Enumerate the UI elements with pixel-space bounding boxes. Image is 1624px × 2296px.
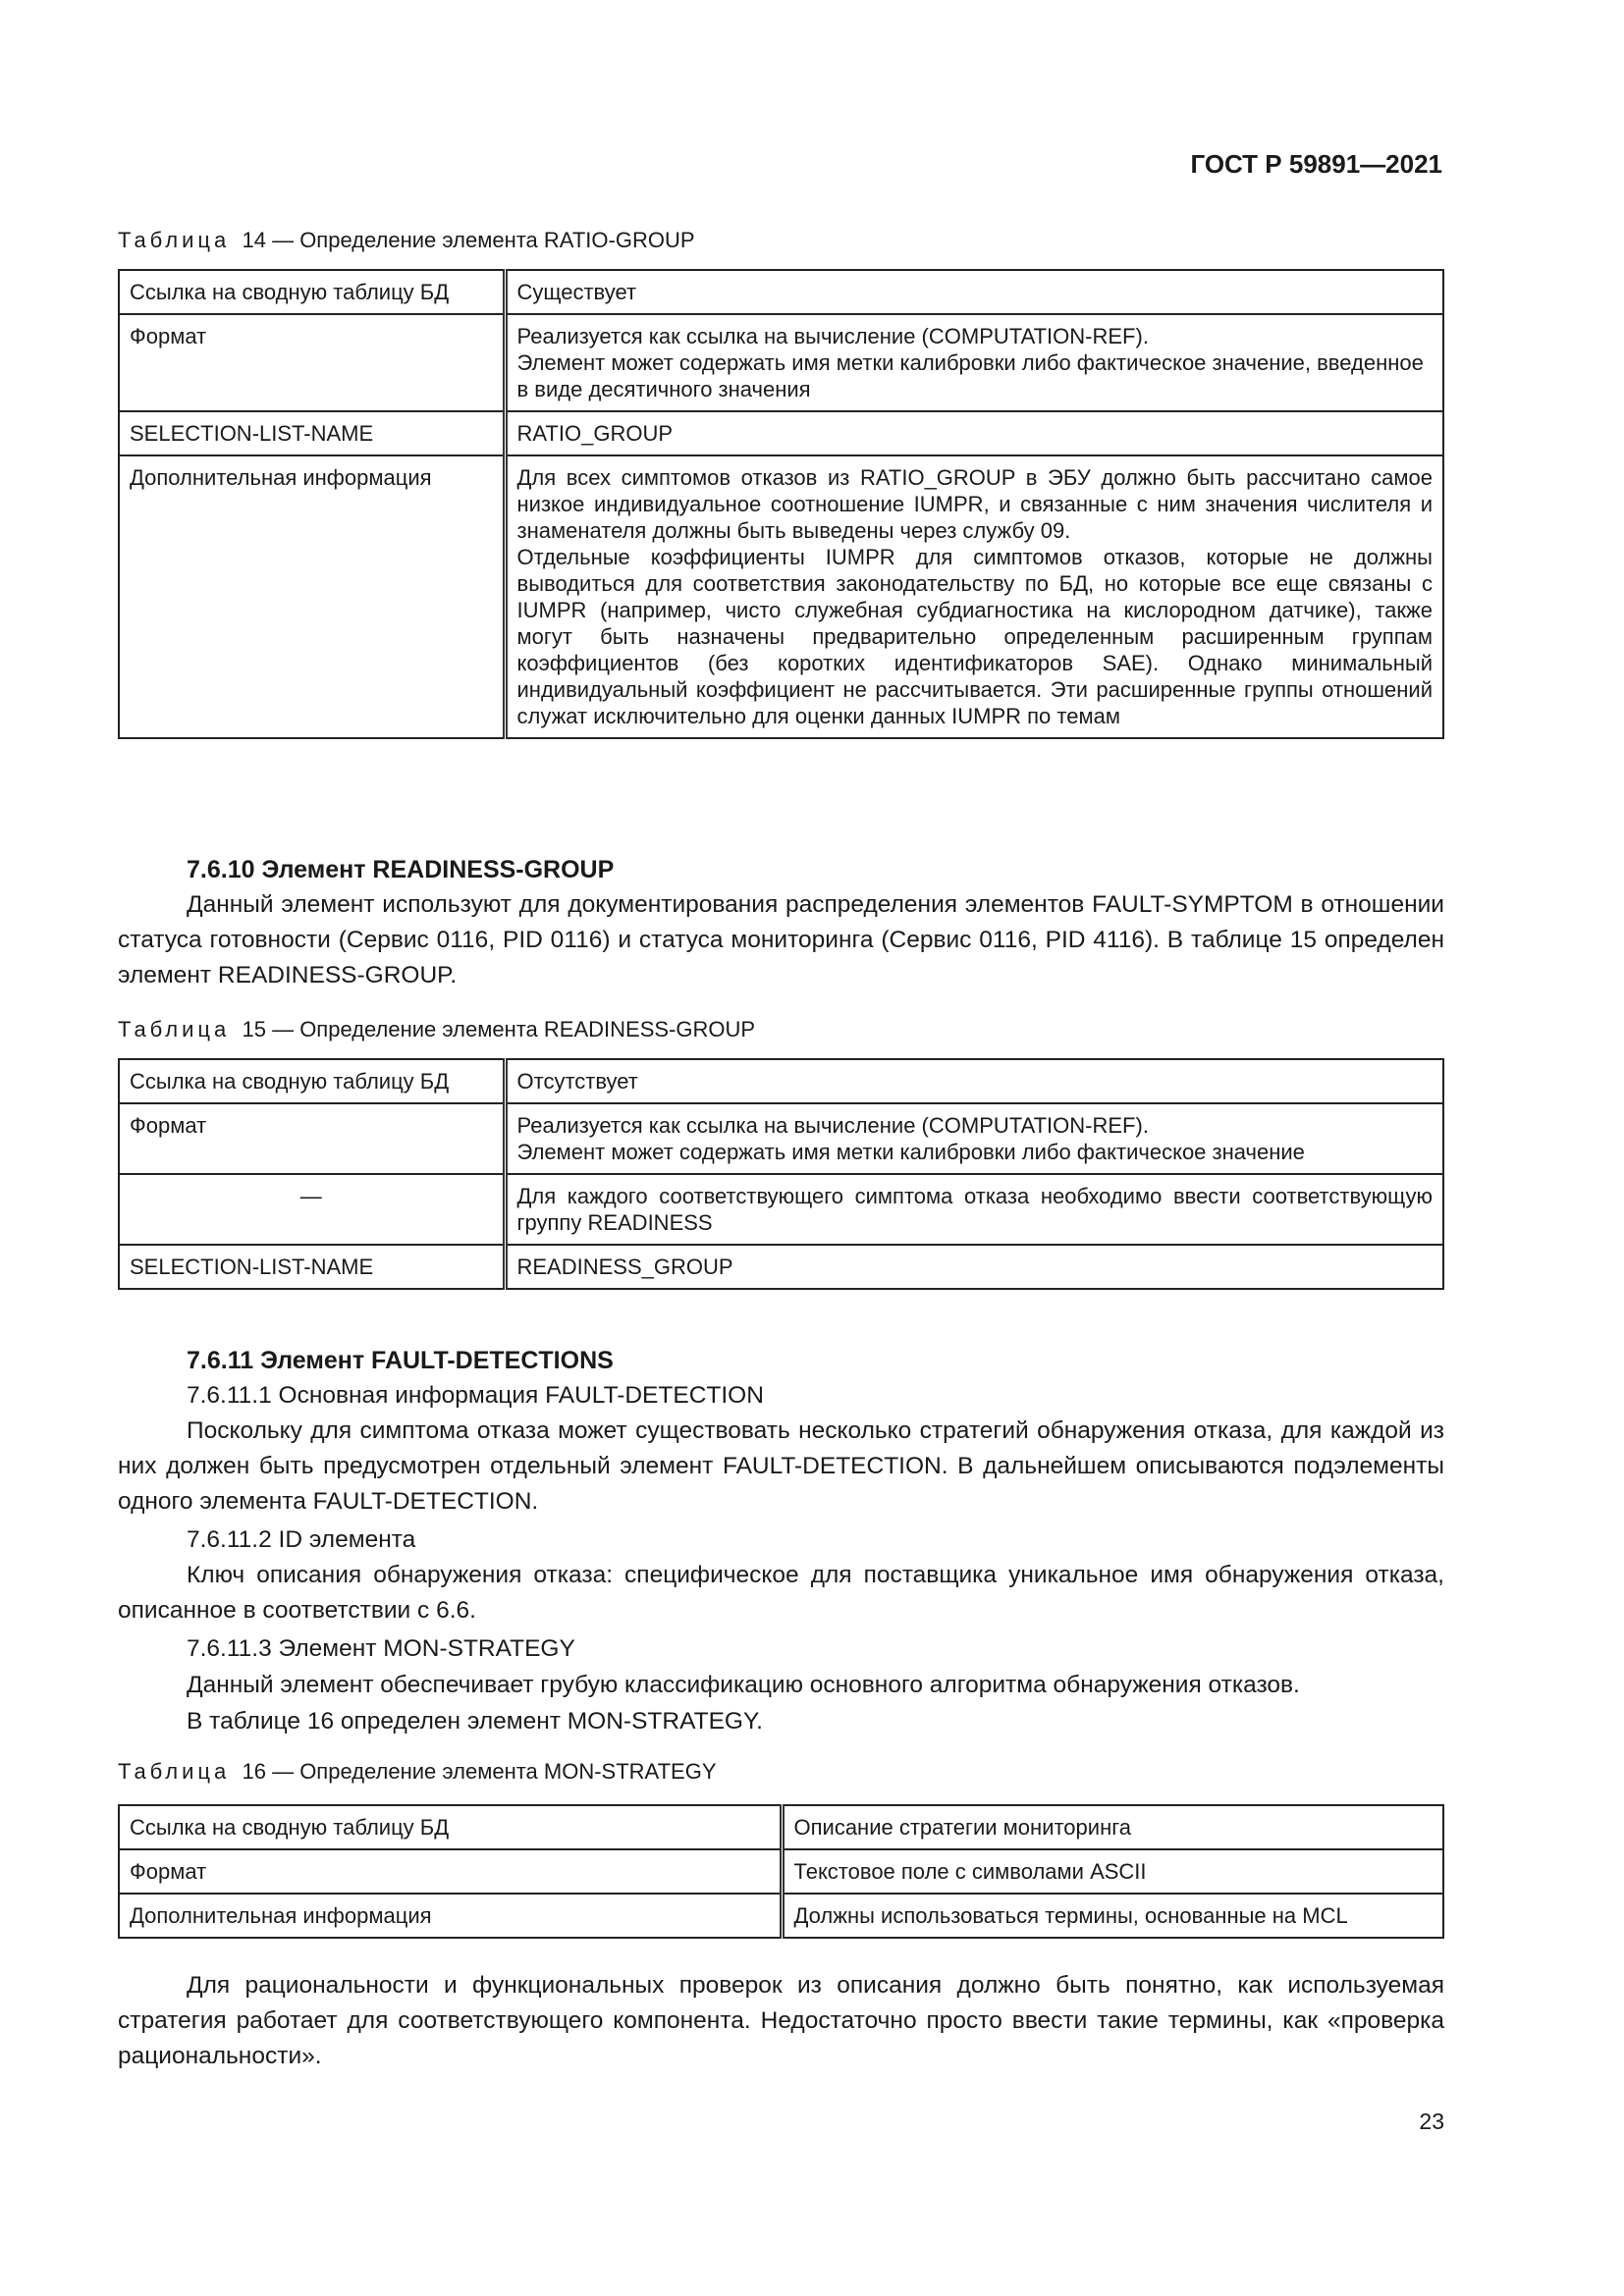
table-row bbox=[119, 1849, 1443, 1894]
table-cell-label: Формат bbox=[119, 1103, 505, 1174]
caption-word: Таблица bbox=[118, 228, 231, 252]
table-cell-value: Для каждого соответствующего симптома отказа необходимо ввести соответствующую группу READINESS bbox=[505, 1174, 1443, 1245]
paragraph: Ключ описания обнаружения отказа: специфическое для поставщика уникальное имя обнаружения отказа, описанное в соответствии с 6.6. bbox=[118, 1562, 1444, 1624]
table-row bbox=[119, 314, 1443, 411]
table-row bbox=[119, 411, 1443, 455]
table-cell-value: Описание стратегии мониторинга bbox=[782, 1805, 1443, 1849]
subsection-heading: 7.6.11.2 ID элемента bbox=[187, 1526, 416, 1553]
page-number: 23 bbox=[1419, 2109, 1444, 2134]
caption-word: Таблица bbox=[118, 1017, 231, 1041]
section-heading-7-6-10: 7.6.10 Элемент READINESS-GROUP bbox=[187, 856, 615, 883]
subsection-heading: 7.6.11.1 Основная информация FAULT-DETECTION bbox=[187, 1382, 764, 1409]
table-14-caption bbox=[118, 228, 695, 253]
table-cell-value: Реализуется как ссылка на вычисление (COMPUTATION-REF). Элемент может содержать имя метки калибровки либо фактическое значение bbox=[505, 1103, 1443, 1174]
table-row bbox=[119, 1245, 1443, 1289]
section-heading-7-6-11: 7.6.11 Элемент FAULT-DETECTIONS bbox=[187, 1347, 614, 1374]
paragraph: Поскольку для симптома отказа может существовать несколько стратегий обнаружения отказа, для каждой из них должен быть предусмотрен отдельный элемент FAULT-DETECTION. В дальнейшем описываются подэлементы одного элемента FAULT-DETECTION. bbox=[118, 1417, 1444, 1515]
table-row bbox=[119, 270, 1443, 314]
table-cell-value: Отсутствует bbox=[505, 1059, 1443, 1103]
table-cell-label: Дополнительная информация bbox=[119, 1894, 782, 1938]
paragraph: В таблице 16 определен элемент MON-STRATEGY. bbox=[187, 1708, 763, 1735]
table-cell-label: Формат bbox=[119, 314, 505, 411]
subsection-heading: 7.6.11.3 Элемент MON-STRATEGY bbox=[187, 1635, 575, 1662]
caption-text: 15 — Определение элемента READINESS-GROUP bbox=[242, 1017, 756, 1041]
table-row bbox=[119, 1059, 1443, 1103]
caption-text: 14 — Определение элемента RATIO-GROUP bbox=[242, 228, 695, 252]
table-row bbox=[119, 1103, 1443, 1174]
table-cell-label: Ссылка на сводную таблицу БД bbox=[119, 1059, 505, 1103]
paragraph: Данный элемент обеспечивает грубую классификацию основного алгоритма обнаружения отказов. bbox=[187, 1672, 1300, 1698]
table-cell-value: Существует bbox=[505, 270, 1443, 314]
table-15-caption bbox=[118, 1017, 755, 1042]
paragraph: Данный элемент используют для документирования распределения элементов FAULT-SYMPTOM в отношении статуса готовности (Сервис 0116, PID 0116) и статуса мониторинга (Сервис 0116, PID 4116). В таблице 15 определен элемент READINESS-GROUP. bbox=[118, 891, 1444, 988]
table-cell-label: SELECTION-LIST-NAME bbox=[119, 1245, 505, 1289]
table-row bbox=[119, 1894, 1443, 1938]
table-cell-value: RATIO_GROUP bbox=[505, 411, 1443, 455]
table-cell-value: READINESS_GROUP bbox=[505, 1245, 1443, 1289]
caption-text: 16 — Определение элемента MON-STRATEGY bbox=[242, 1759, 717, 1784]
table-cell-value: Должны использоваться термины, основанные на MCL bbox=[782, 1894, 1443, 1938]
table-row bbox=[119, 1174, 1443, 1245]
table-cell-label: Дополнительная информация bbox=[119, 455, 505, 738]
table-row bbox=[119, 455, 1443, 738]
table-cell-label: Ссылка на сводную таблицу БД bbox=[119, 270, 505, 314]
table-14 bbox=[118, 269, 1444, 739]
standard-designation: ГОСТ Р 59891—2021 bbox=[1190, 149, 1442, 179]
table-15 bbox=[118, 1058, 1444, 1290]
table-16 bbox=[118, 1804, 1444, 1939]
table-cell-label: — bbox=[119, 1174, 505, 1245]
table-cell-value: Текстовое поле с символами ASCII bbox=[782, 1849, 1443, 1894]
table-cell-value: Реализуется как ссылка на вычисление (COMPUTATION-REF). Элемент может содержать имя метки калибровки либо фактическое значение, введенное в виде десятичного значения bbox=[505, 314, 1443, 411]
table-row bbox=[119, 1805, 1443, 1849]
caption-word: Таблица bbox=[118, 1759, 231, 1784]
table-cell-label: SELECTION-LIST-NAME bbox=[119, 411, 505, 455]
table-16-caption bbox=[118, 1759, 717, 1785]
table-cell-value: Для всех симптомов отказов из RATIO_GROUP в ЭБУ должно быть рассчитано самое низкое индивидуальное соотношение IUMPR, и связанные с ним значения числителя и знаменателя должны быть выведены через службу 09. Отдельные коэффициенты IUMPR для симптомов отказов, которые не должны выводиться для соответствия законодательству по БД, но которые все еще связаны с IUMPR (например, чисто служебная субдиагностика на кислородном датчике), также могут быть назначены предварительно определенным расширенным группам коэффициентов (без коротких идентификаторов SAE). Однако минимальный индивидуальный коэффициент не рассчитывается. Эти расширенные группы отношений служат исключительно для оценки данных IUMPR по темам bbox=[505, 455, 1443, 738]
table-cell-label: Ссылка на сводную таблицу БД bbox=[119, 1805, 782, 1849]
table-cell-label: Формат bbox=[119, 1849, 782, 1894]
paragraph: Для рациональности и функциональных проверок из описания должно быть понятно, как используемая стратегия работает для соответствующего компонента. Недостаточно просто ввести такие термины, как «проверка рациональности». bbox=[118, 1972, 1444, 2069]
